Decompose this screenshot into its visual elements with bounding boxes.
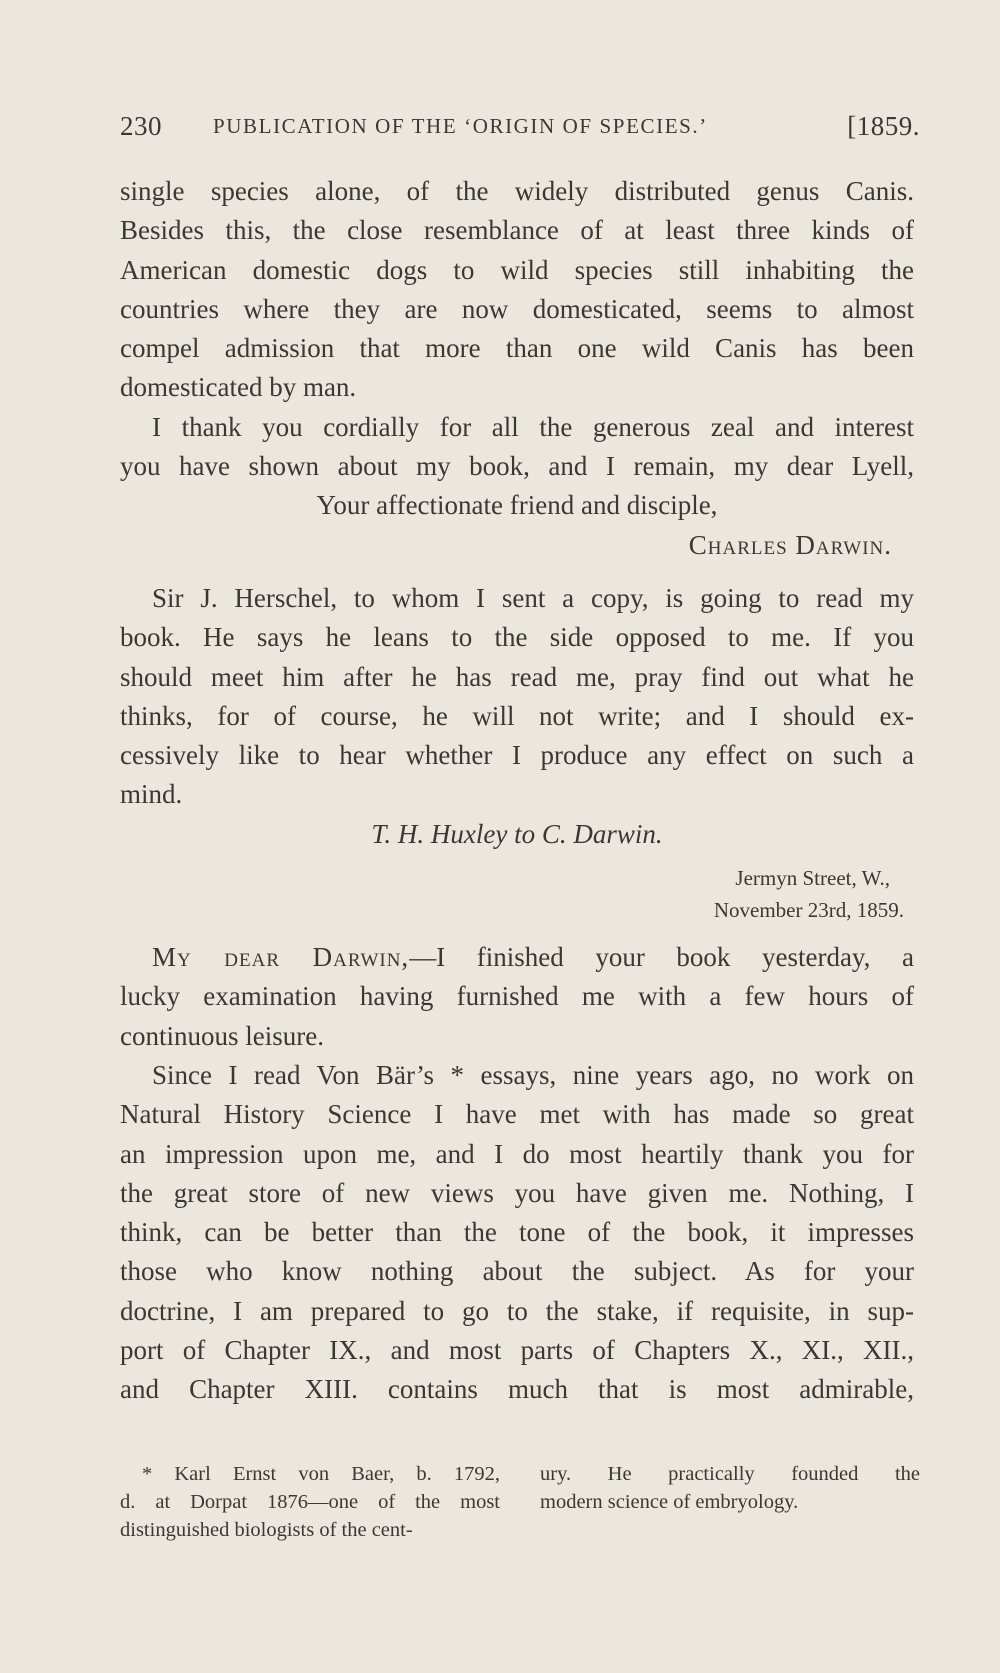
text-line: continuous leisure. bbox=[120, 1020, 324, 1051]
paragraph-3 bbox=[120, 579, 914, 815]
salutation: My dear Darwin, bbox=[152, 942, 410, 973]
text-line: Natural History Science I have met with has made so great bbox=[120, 1099, 914, 1130]
text-line: American domestic dogs to wild species still inhabiting the bbox=[120, 254, 914, 285]
text-line: doctrine, I am prepared to go to the stake, if requisite, in sup- bbox=[120, 1295, 914, 1326]
letter-signature: Charles Darwin. bbox=[688, 529, 892, 560]
paragraph-1 bbox=[120, 172, 914, 408]
letter-date: November 23rd, 1859. bbox=[713, 898, 904, 923]
text-line: compel admission that more than one wild Canis has been bbox=[120, 333, 914, 364]
paragraph-4 bbox=[120, 938, 914, 1056]
text-line: cessively like to hear whether I produce any effect on such a bbox=[120, 740, 914, 771]
footnote-line: * Karl Ernst von Baer, b. 1792, bbox=[142, 1463, 500, 1485]
letter-heading: T. H. Huxley to C. Darwin. bbox=[371, 818, 663, 849]
text-line: thinks, for of course, he will not write; and I should ex- bbox=[120, 700, 914, 731]
text-line bbox=[120, 938, 914, 977]
text-line: domesticated by man. bbox=[120, 372, 357, 403]
running-header bbox=[120, 111, 920, 151]
letter-closing: Your affectionate friend and disciple, bbox=[316, 490, 718, 521]
text-line: and Chapter XIII. contains much that is most admirable, bbox=[120, 1374, 914, 1405]
footnote-column-right bbox=[540, 1460, 920, 1516]
text-line: the great store of new views you have given me. Nothing, I bbox=[120, 1177, 914, 1208]
footnote-line: distinguished biologists of the cent- bbox=[120, 1519, 413, 1541]
text-line: should meet him after he has read me, pray find out what he bbox=[120, 661, 914, 692]
text-line: mind. bbox=[120, 779, 183, 810]
running-title: PUBLICATION OF THE ‘ORIGIN OF SPECIES.’ bbox=[213, 114, 708, 138]
text-line: think, can be better than the tone of the book, it impresses bbox=[120, 1217, 914, 1248]
text-line: those who know nothing about the subject. As for your bbox=[120, 1256, 914, 1287]
header-year: [1859. bbox=[847, 111, 920, 141]
paragraph-5 bbox=[120, 1056, 914, 1410]
footnote-line: ury. He practically founded the bbox=[540, 1463, 920, 1485]
footnote-line: modern science of embryology. bbox=[540, 1491, 799, 1513]
footnote-line: d. at Dorpat 1876—one of the most bbox=[120, 1491, 500, 1513]
paragraph-2 bbox=[120, 408, 914, 487]
body-text bbox=[120, 172, 914, 1410]
text-line: port of Chapter IX., and most parts of Chapters X., XI., XII., bbox=[120, 1335, 914, 1366]
text-line: book. He says he leans to the side opposed to me. If you bbox=[120, 622, 914, 653]
letter-address: Jermyn Street, W., bbox=[735, 866, 890, 891]
text-line: countries where they are now domesticated, seems to almost bbox=[120, 293, 914, 324]
text-line: Sir J. Herschel, to whom I sent a copy, is going to read my bbox=[152, 582, 914, 613]
text-line: I thank you cordially for all the generous zeal and interest bbox=[152, 411, 914, 442]
salutation-continuation: —I finished your book yesterday, a bbox=[409, 942, 914, 973]
page-number: 230 bbox=[120, 111, 162, 141]
text-line: Besides this, the close resemblance of at least three kinds of bbox=[120, 215, 914, 246]
footnote-column-left bbox=[120, 1460, 500, 1544]
text-line: Since I read Von Bär’s * essays, nine years ago, no work on bbox=[152, 1059, 914, 1090]
text-line: you have shown about my book, and I remain, my dear Lyell, bbox=[120, 451, 914, 482]
text-line: lucky examination having furnished me with a few hours of bbox=[120, 981, 914, 1012]
text-line: an impression upon me, and I do most heartily thank you for bbox=[120, 1138, 914, 1169]
text-line: single species alone, of the widely distributed genus Canis. bbox=[120, 176, 914, 206]
